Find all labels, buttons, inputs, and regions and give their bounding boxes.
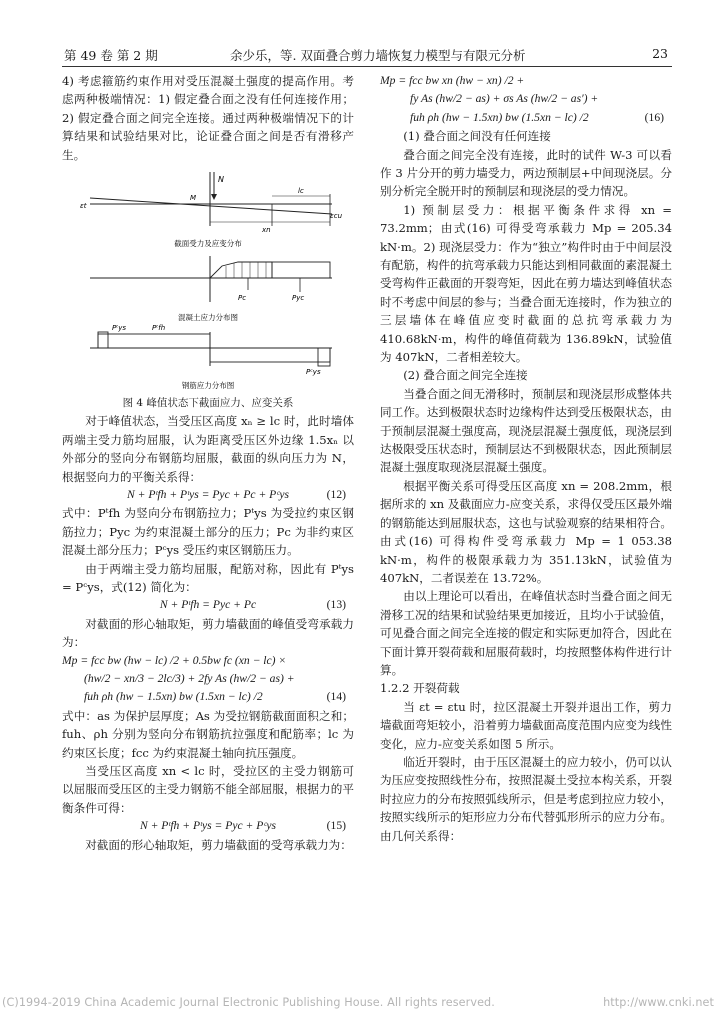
label-N: N [218,175,224,185]
equation-number: (14) [326,690,346,704]
footer-url: http://www.cnki.net [603,996,714,1009]
strain-line [90,198,332,214]
equation-body: fy As (hw/2 − as) + σs As (hw/2 − as′) + [410,92,599,106]
paragraph: 4) 考虑箍筋约束作用对受压混凝土强度的提高作用。考虑两种极端情况：1) 假定叠合面之没有任何连接作用；2) 假定叠合面之间完全连接。通过两种极端情况下的计算结果和试验结果对比，论证叠合面之间是否有滑移产生。 [62,74,354,162]
label-Pyc: Pyc [292,294,305,303]
equation-number: (12) [326,488,346,502]
paragraph: 当受压区高度 xn < lc 时，受拉区的主受力钢筋可以屈服而受压区的主受力钢筋不能全部屈服，根据力的平衡条件可得： [62,764,354,815]
running-title: 余少乐，等. 双面叠合剪力墙恢复力模型与有限元分析 [230,48,526,63]
label-epsilon: εt [80,202,87,211]
paragraph: 对截面的形心轴取矩，剪力墙截面的峰值受弯承载力为： [62,616,354,650]
compression-end-steel [318,348,330,366]
label-lc: lc [298,187,304,196]
subsection-heading: (1) 叠合面之间没有任何连接 [403,129,551,144]
paragraph: 式中：Pᵗfh 为竖向分布钢筋拉力；Pᵗys 为受拉约束区钢筋拉力；Pyc 为约束混凝土部分的压力；Pc 为非约束区混凝土部分压力；Pᶜys 受压约束区钢筋压力。 [62,506,354,558]
paragraph: 当 εt = εtu 时，拉区混凝土开裂并退出工作，剪力墙截面弯矩较小，沿着剪力墙截面高度范围内应变为线性变化，应力-应变关系如图 5 所示。 [380,699,672,751]
figure-4 [62,166,354,394]
fig-sublabel-2: 混凝土应力分布图 [178,313,238,323]
paragraph: 叠合面之间完全没有连接，此时的试件 W-3 可以看作 3 片分开的剪力墙受力，两边预制层+中间现浇层。分别分析完全脱开时的预制层和现浇层的受力情况。 [380,147,672,199]
paragraph: 1) 预制层受力：根据平衡条件求得 xn = 73.2mm；由式(16) 可得受弯承载力 Mp = 205.34 kN·m。2) 现浇层受力：作为“独立”构件时由于中间层没有配筋，构件的抗弯承载力只能达到相同截面的素混凝土受弯构件正截面的开裂弯矩，因此在剪力墙达到峰值状态时不考虑中间层的参与；当叠合面无连接时，作为独立的三层墙体在峰值应变时截面的总抗弯承载力为 410.68kN·m，构件的峰值荷载为 136.89kN，试验值为 407kN，二者相差较大。 [380,202,672,365]
label-Pc: Pc [238,294,247,303]
page-footer [2,996,718,1009]
label-Pys-c: Pᶜys [306,368,321,377]
page-header [62,44,672,67]
equation-number: (16) [644,110,664,124]
equation-body: Mp = fcc bw xn (hw − xn) /2 + [380,74,525,87]
section-heading: 1.2.2 开裂荷载 [380,681,460,696]
equation-body: N + Pᵗfh + Pᵗys = Pyc + Pc + Pᶜys [127,488,289,502]
equation-15 [62,817,354,835]
label-xn: xn [262,226,271,235]
equation-13 [62,596,354,614]
tension-steel-block [98,334,210,348]
equation-16-line-3 [380,109,672,127]
right-column [380,72,672,845]
equation-body: fuh ρh (hw − 1.5xn) bw (1.5xn − lc) /2 [84,690,263,704]
fig-sublabel-3: 钢筋应力分布图 [181,381,235,391]
paragraph: 对截面的形心轴取矩，剪力墙截面的受弯承载力为： [85,837,352,852]
paragraph: 式中：as 为保护层厚度；As 为受拉钢筋截面面积之和；fuh、ρh 分别为竖向分布钢筋抗拉强度和配筋率；lc 为约束区长度；fcc 为约束混凝土轴向抗压强度。 [62,708,354,760]
paragraph: 当叠合面之间无滑移时，预制层和现浇层形成整体共同工作。达到极限状态时边缘构件达到受压极限状态，由于预制层混凝土强度高，现浇层混凝土强度低，现浇层到达极限受压状态时，预制层达不到极限状态，因此预制层混凝土强度取现浇层混凝土强度。 [380,386,672,475]
paragraph: 根据平衡关系可得受压区高度 xn = 208.2mm，根据所求的 xn 及截面应力-应变关系，求得仅受压区最外端的钢筋能达到屈服状态，这也与试验观察的结果相符合。由式(16) 可得构件受弯承载力 Mp = 1 053.38 kN·m，构件的极限承载力为 351.13kN，试验值为 407kN，二者误差在 13.72%。 [380,478,672,585]
equation-body: N + Pᵗfh + Pᵗys = Pyc + Pᶜys [139,819,277,833]
equation-14-line-1 [62,652,354,670]
equation-16-line-2 [380,90,672,108]
equation-body: Mp = fcc bw (hw − lc) /2 + 0.5bw fc (xn − lc) × [62,653,287,667]
equation-body: fuh ρh (hw − 1.5xn) bw (1.5xn − lc) /2 [410,110,589,124]
page-number: 23 [652,46,668,61]
figure-caption: 图 4 峰值状态下截面应力、应变关系 [122,397,294,410]
subsection-heading: (2) 叠合面之间完全连接 [403,368,528,383]
paragraph: 对于峰值状态，当受压区高度 xₙ ≥ lc 时，此时墙体两端主受力筋均屈服，认为距离受压区外边缘 1.5xₙ 以外部分的竖向分布钢筋均屈服，截面的纵向压力为 N，根据竖向力的平衡关系得： [62,414,354,484]
journal-issue: 第 49 卷 第 2 期 [64,48,158,63]
equation-number: (13) [326,598,346,612]
equation-body: N + Pᵗfh = Pyc + Pc [159,598,257,612]
paragraph: 由于两端主受力筋均屈服，配筋对称，因此有 Pᵗys = Pᶜys，式(12) 简化为： [62,561,354,595]
fig-sublabel-1: 截面受力及应变分布 [174,239,242,249]
label-epsilon-cu: εcu [330,212,343,221]
section-stress-strain-diagram [62,166,354,394]
label-Pfh: Pᵗfh [152,324,166,333]
copyright-text: (C)1994-2019 China Academic Journal Electronic Publishing House. All rights reserved. [2,996,495,1009]
equation-14-line-2 [62,670,354,688]
equation-number: (15) [326,819,346,833]
equation-12 [62,486,354,504]
compression-steel-block [210,348,330,362]
confined-stress-block [272,262,330,278]
arrow-head-icon [211,194,217,200]
paragraph: 临近开裂时，由于压区混凝土的应力较小，仍可以认为压应变按照线性分布，按照混凝土受拉本构关系，开裂时拉应力的分布按照弧线所示，但是考虑到拉应力较小，按照实线所示的矩形应力分布代替弧形所示的应力分布。由几何关系得： [380,754,672,843]
left-column [62,72,354,854]
equation-16-line-1 [380,72,672,90]
label-M: M [190,194,197,203]
equation-14-line-3 [62,688,354,706]
unconfined-stress-block [210,262,272,278]
paragraph: 由以上理论可以看出，在峰值状态时当叠合面之间无滑移工况的结果和试验结果更加接近，且均小于试验值，可见叠合面之间完全连接的假定和实际更加符合，因此在下面计算开裂荷载和屈服荷载时，均按照整体构件进行计算。 [380,589,672,677]
label-Pys-t: Pᵗys [112,324,127,333]
equation-body: (hw/2 − xn/3 − 2lc/3) + 2fy As (hw/2 − as) + [84,672,295,686]
